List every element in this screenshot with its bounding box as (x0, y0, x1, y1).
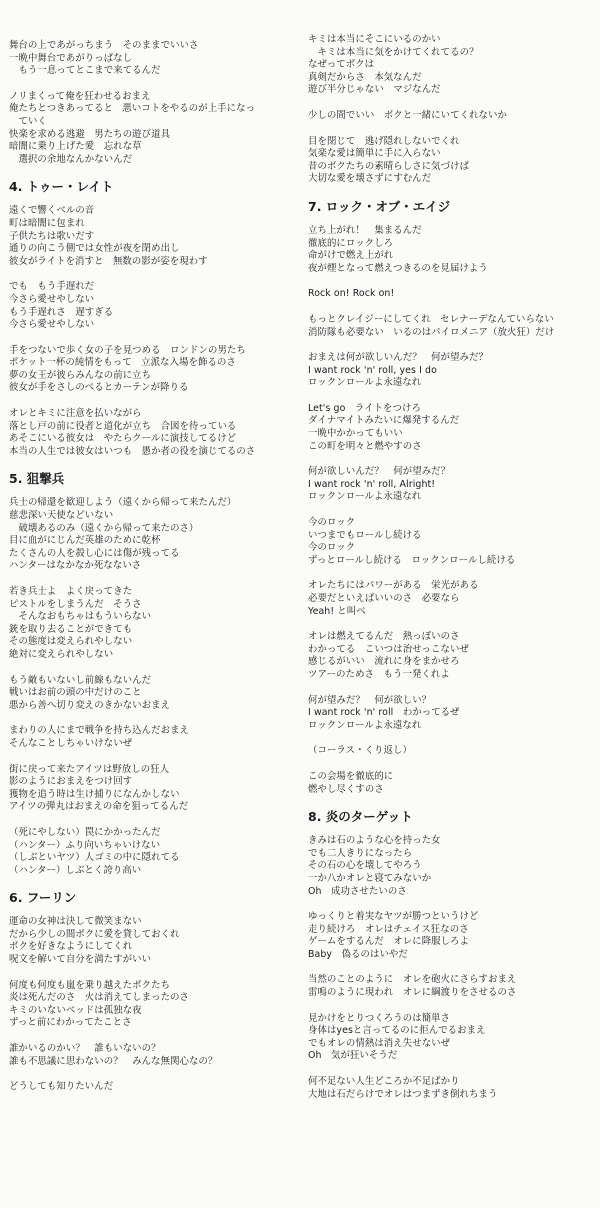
lyric-line: まわりの人にまで戦争を持ち込んだおまえ (9, 725, 190, 737)
lyric-line: でもオレの情熱は消え失せないぜ (308, 1037, 451, 1049)
lyric-line: キミは本当にそこにいるのかい (308, 34, 441, 45)
lyric-line: ロックンロールよ永遠なれ (308, 491, 422, 503)
lyric-line: 絶対に変えられやしない (9, 648, 114, 660)
lyric-line: あそこにいる彼女は やたらクールに演技してるけど (9, 433, 237, 445)
lyric-line: 気楽な愛は簡単に手に入らない (308, 148, 441, 160)
lyric-stanza (9, 916, 294, 966)
lyric-line: 走り続けろ オレはチェイス狂なのさ (308, 923, 469, 935)
lyric-line: オレたちにはパワーがある 栄光がある (308, 580, 479, 592)
left-song-block (9, 179, 294, 458)
lyric-stanza (308, 466, 593, 504)
lyric-line: 俺たちとつきあってると 悪いコトをやるのが上手になっ (9, 103, 256, 115)
lyric-line: ずっと前にわかってたことさ (9, 1017, 132, 1029)
lyric-line: おまえは何が欲しいんだ？ 何が望みだ？ (308, 352, 489, 364)
left-song-block (9, 890, 294, 1094)
lyric-line: オレとキミに注意を払いながら (9, 408, 142, 420)
lyric-stanza (308, 225, 593, 275)
lyric-line: どうしても知りたいんだ (9, 1081, 114, 1093)
lyric-line: 今さら愛せやしない (9, 293, 95, 305)
lyric-line: 少しの間でいい ボクと一緒にいてくれないか (308, 109, 507, 121)
lyric-line: ゆっくりと着実なヤツが勝つというけど (308, 911, 479, 923)
lyric-line: 一晩中かかってもいい (308, 428, 403, 440)
lyric-stanza (9, 725, 294, 750)
lyric-stanza (9, 91, 294, 167)
lyric-line: ハンターはなかなか死なないさ (9, 560, 142, 572)
lyric-line: Yeah! と叫べ (308, 605, 366, 617)
lyric-stanza (308, 288, 593, 301)
lyric-line: 何度も何度も嵐を乗り越えたボクたち (9, 979, 171, 991)
lyric-stanza (308, 771, 593, 796)
lyric-line: 命がけで燃え上がれ (308, 250, 394, 262)
lyric-line: 彼女が手をさしのべるとカーテンが降りる (9, 382, 189, 394)
lyric-line: ロックンロールよ永遠なれ (308, 719, 422, 731)
right-song-block (308, 809, 593, 1101)
lyric-line: 誰も不思議に思わないの？ みんな無関心なの？ (9, 1055, 218, 1067)
lyric-line: 何不足ない人生どころか不足ばかり (308, 1076, 460, 1088)
lyric-line: 街に戻って来たアイツは野放しの狂人 (9, 763, 170, 775)
lyric-line: 慈悲深い天使などいない (9, 510, 114, 522)
lyric-line: いつまでもロールし続ける (308, 529, 422, 541)
lyric-stanza (308, 136, 593, 186)
lyric-line: その石の心を壊してやろう (308, 860, 422, 872)
lyric-line: 立ち上がれ！ 集まるんだ (308, 224, 422, 236)
lyric-line: （コーラス・くり返し） (308, 745, 412, 757)
lyric-stanza (308, 1076, 593, 1101)
lyric-stanza (9, 1043, 294, 1068)
lyric-line: きみは石のような心を持った女 (308, 835, 441, 847)
lyric-line: でも もう手遅れだ (9, 281, 95, 293)
song-title: 5. 狙撃兵 (9, 471, 65, 487)
lyric-line: 若き兵士よ よく戻ってきた (9, 586, 133, 597)
lyric-line: オレは燃えてるんだ 熱っぽいのさ (308, 631, 460, 643)
lyric-line: 遊び半分じゃない マジなんだ (308, 84, 441, 96)
lyric-line: 獲物を追う時は生け捕りになんかしない (9, 788, 180, 800)
lyric-line: ずっとロールし続ける ロックンロールし続ける (308, 554, 516, 566)
lyric-line: 遠くで響くベルの音 (9, 205, 95, 217)
lyric-line: I want rock 'n' roll, yes I do (308, 364, 437, 376)
lyric-line: その態度は変えられやしない (9, 636, 133, 648)
lyric-line: Baby 偽るのはいやだ (308, 948, 408, 960)
lyric-stanza (9, 497, 294, 573)
lyric-line: 選択の余地なんかないんだ (9, 153, 133, 165)
lyric-line: 快楽を求める逃避 男たちの遊び道具 (9, 128, 171, 140)
lyric-line: 運命の女神は決して微笑まない (9, 916, 142, 928)
lyric-line: ツアーのためさ もう一発くれよ (308, 668, 450, 680)
lyric-line: 必要だといえばいいのさ 必要なら (308, 593, 460, 604)
lyric-stanza (9, 408, 294, 458)
lyric-line: もう手遅れさ 遅すぎる (9, 306, 114, 318)
lyric-stanza (9, 675, 294, 713)
song-title: 6. フーリン (9, 890, 77, 906)
lyric-line: ていく (9, 115, 47, 127)
lyric-line: 落とし戸の前に役者と道化が立ち 合図を待っている (9, 420, 237, 432)
lyric-line: なぜってボクは (308, 59, 375, 71)
left-song-block (9, 40, 294, 166)
lyric-stanza (308, 517, 593, 567)
lyric-line: 誰かいるのかい？ 誰もいないの？ (9, 1043, 161, 1055)
right-song-block (308, 199, 593, 796)
lyric-line: Rock on! Rock on! (308, 288, 395, 300)
lyric-stanza (308, 745, 593, 758)
lyric-stanza (308, 911, 593, 961)
lyric-line: 一か八かオレと寝てみないか (308, 872, 432, 884)
lyric-line: Let's go ライトをつけろ (308, 402, 421, 414)
lyric-line: 何が欲しいんだ？ 何が望みだ？ (308, 466, 451, 478)
lyric-line: ピストルをしまうんだ そうさ (9, 598, 142, 610)
lyric-line: ゲームをするんだ オレに降服しろよ (308, 936, 470, 948)
lyric-line: （ハンター）ふり向いちゃいけない (9, 839, 161, 851)
lyric-line: 目を閉じて 逃げ隠れしないでくれ (308, 135, 460, 147)
lyric-line: 雷鳴のように現われ オレに綱渡りをさせるのさ (308, 987, 517, 999)
lyric-line: 大切な愛を壊さずにすむんだ (308, 173, 432, 185)
lyric-line: 破壊あるのみ（遠くから帰って来たのさ） (9, 522, 199, 534)
lyric-line: そんなおもちゃはもういらない (9, 611, 152, 623)
lyric-line: 炎は死んだのさ 火は消えてしまったのさ (9, 992, 190, 1004)
lyric-line: キミは本当に気をかけてくれてるの？ (308, 46, 479, 58)
lyric-stanza (9, 827, 294, 877)
lyric-line: ボクを好きなようにしてくれ (9, 941, 133, 953)
lyric-line: 今さら愛せやしない (9, 319, 95, 331)
lyric-line: 消防隊も必要ない いるのはパイロメニア（放火狂）だけ (308, 326, 555, 338)
lyric-stanza (308, 403, 593, 453)
lyric-line: 大地は石だらけでオレはつまずき倒れちまう (308, 1088, 498, 1100)
lyric-stanza (308, 580, 593, 618)
lyric-line: 昔のボクたちの素晴らしさに気づけば (308, 160, 470, 172)
lyric-line: 夢の女王が彼らみんなの前に立ち (9, 369, 152, 381)
lyric-line: 一晩中舞台であがりっぱなし (9, 52, 133, 64)
lyric-stanza (9, 1081, 294, 1094)
lyric-line: 今のロック (308, 517, 356, 529)
lyric-line: ポケット一杯の純情をもって 立派な入場を飾るのさ (9, 357, 236, 369)
lyric-line: そんなことしちゃいけないぜ (9, 737, 133, 749)
lyric-line: （死にやしない）罠にかかったんだ (9, 826, 161, 838)
lyric-line: 彼女がライトを消すと 無数の影が姿を現わす (9, 255, 208, 267)
lyric-line: ノリまくって俺を狂わせるおまえ (9, 90, 151, 102)
lyric-stanza (9, 586, 294, 662)
lyric-line: 燃やし尽くすのさ (308, 783, 384, 795)
lyric-line: 影のようにおまえをつけ回す (9, 776, 133, 788)
lyric-line: I want rock 'n' roll わかってるぜ (308, 707, 460, 719)
lyric-line: だから少しの間ボクに愛を貸しておくれ (9, 928, 180, 940)
lyric-line: この町を明々と燃やすのさ (308, 440, 422, 452)
lyric-line: 感じるがいい 流れに身をまかせろ (308, 656, 460, 668)
lyric-line: もっとクレイジーにしてくれ セレナーデなんていらない (308, 313, 554, 325)
song-title: 8. 炎のターゲット (308, 809, 413, 825)
left-column (9, 40, 294, 1107)
lyric-stanza (308, 695, 593, 733)
lyric-line: Oh 気が狂いそうだ (308, 1050, 398, 1062)
left-song-block (9, 471, 294, 877)
lyric-stanza (9, 980, 294, 1030)
lyric-line: 戦いはお前の頭の中だけのこと (9, 687, 142, 699)
lyric-line: もう敵もいないし前線もないんだ (9, 674, 152, 686)
lyric-line: 舞台の上であがっちまう そのままでいいさ (9, 40, 199, 51)
lyric-line: 子供たちは歌いだす (9, 230, 95, 242)
lyric-stanza (9, 764, 294, 814)
lyric-line: 徹底的にロックしろ (308, 237, 394, 249)
lyric-line: アイツの弾丸はおまえの命を狙ってるんだ (9, 801, 189, 813)
lyric-line: 暗闇に乗り上げた愛 忘れな草 (9, 141, 142, 153)
right-song-block (308, 34, 593, 186)
lyric-line: 見かけをとりつくろうのは簡単さ (308, 1012, 451, 1024)
lyric-line: 真剣だからさ 本気なんだ (308, 71, 422, 83)
lyric-line: 町は暗闇に包まれ (9, 217, 85, 229)
lyric-line: Oh 成功させたいのさ (308, 885, 407, 897)
lyric-stanza (308, 631, 593, 681)
lyric-line: 目に血がにじんだ英雄のために乾杯 (9, 535, 161, 547)
lyric-stanza (308, 110, 593, 123)
lyric-stanza (308, 1013, 593, 1063)
lyric-line: 何が望みだ？ 何が欲しい？ (308, 694, 432, 706)
lyric-line: 悪から善へ切り変えのきかないおまえ (9, 699, 171, 711)
lyric-line: でも二人きりになったら (308, 847, 413, 859)
lyric-stanza (9, 345, 294, 395)
lyric-line: 手をつないで歩く女の子を見つめる ロンドンの男たち (9, 344, 246, 356)
song-title: 4. トゥー・レイト (9, 179, 114, 195)
lyric-stanza (308, 34, 593, 97)
lyric-stanza (9, 205, 294, 268)
lyric-stanza (308, 974, 593, 999)
lyric-line: 夜が煙となって燃えつきるのを見届けよう (308, 262, 488, 274)
lyric-stanza (9, 40, 294, 78)
lyric-line: （ハンター）しぶとく誇り高い (9, 864, 142, 876)
lyric-line: I want rock 'n' roll, Alright! (308, 478, 436, 490)
lyric-line: もう一息ってとこまで来てるんだ (9, 65, 161, 77)
lyric-stanza (308, 835, 593, 898)
lyric-line: 兵士の帰還を歓迎しよう（遠くから帰って来たんだ） (9, 497, 237, 509)
lyric-line: 身体はyesと言ってるのに拒んでるおまえ (308, 1025, 486, 1037)
right-column (308, 34, 593, 1114)
lyric-line: たくさんの人を殺し心には傷が残ってる (9, 547, 180, 559)
lyric-line: ダイナマイトみたいに爆発するんだ (308, 415, 460, 427)
lyric-line: 呪文を解いて自分を満たすがいい (9, 954, 152, 966)
lyric-stanza (308, 314, 593, 339)
lyric-line: 本当の人生では彼女はいつも 愚か者の役を演じてるのさ (9, 445, 256, 457)
lyric-line: 銃を取り去ることができても (9, 623, 133, 635)
lyric-line: この会場を徹底的に (308, 770, 394, 782)
lyric-line: 当然のことのように オレを砲火にさらすおまえ (308, 974, 517, 986)
lyric-line: 今のロック (308, 542, 356, 554)
lyric-line: わかってる こいつは治せっこないぜ (308, 643, 469, 655)
lyric-stanza (9, 281, 294, 331)
lyric-line: ロックンロールよ永遠なれ (308, 377, 422, 389)
song-title: 7. ロック・オブ・エイジ (308, 198, 451, 214)
lyric-stanza (308, 352, 593, 390)
lyric-line: キミのいないベッドは孤独な夜 (9, 1004, 142, 1016)
lyric-line: （しぶといヤツ）人ゴミの中に隠れてる (9, 852, 180, 864)
lyric-line: 通りの向こう側では女性が夜を閉め出し (9, 243, 180, 255)
